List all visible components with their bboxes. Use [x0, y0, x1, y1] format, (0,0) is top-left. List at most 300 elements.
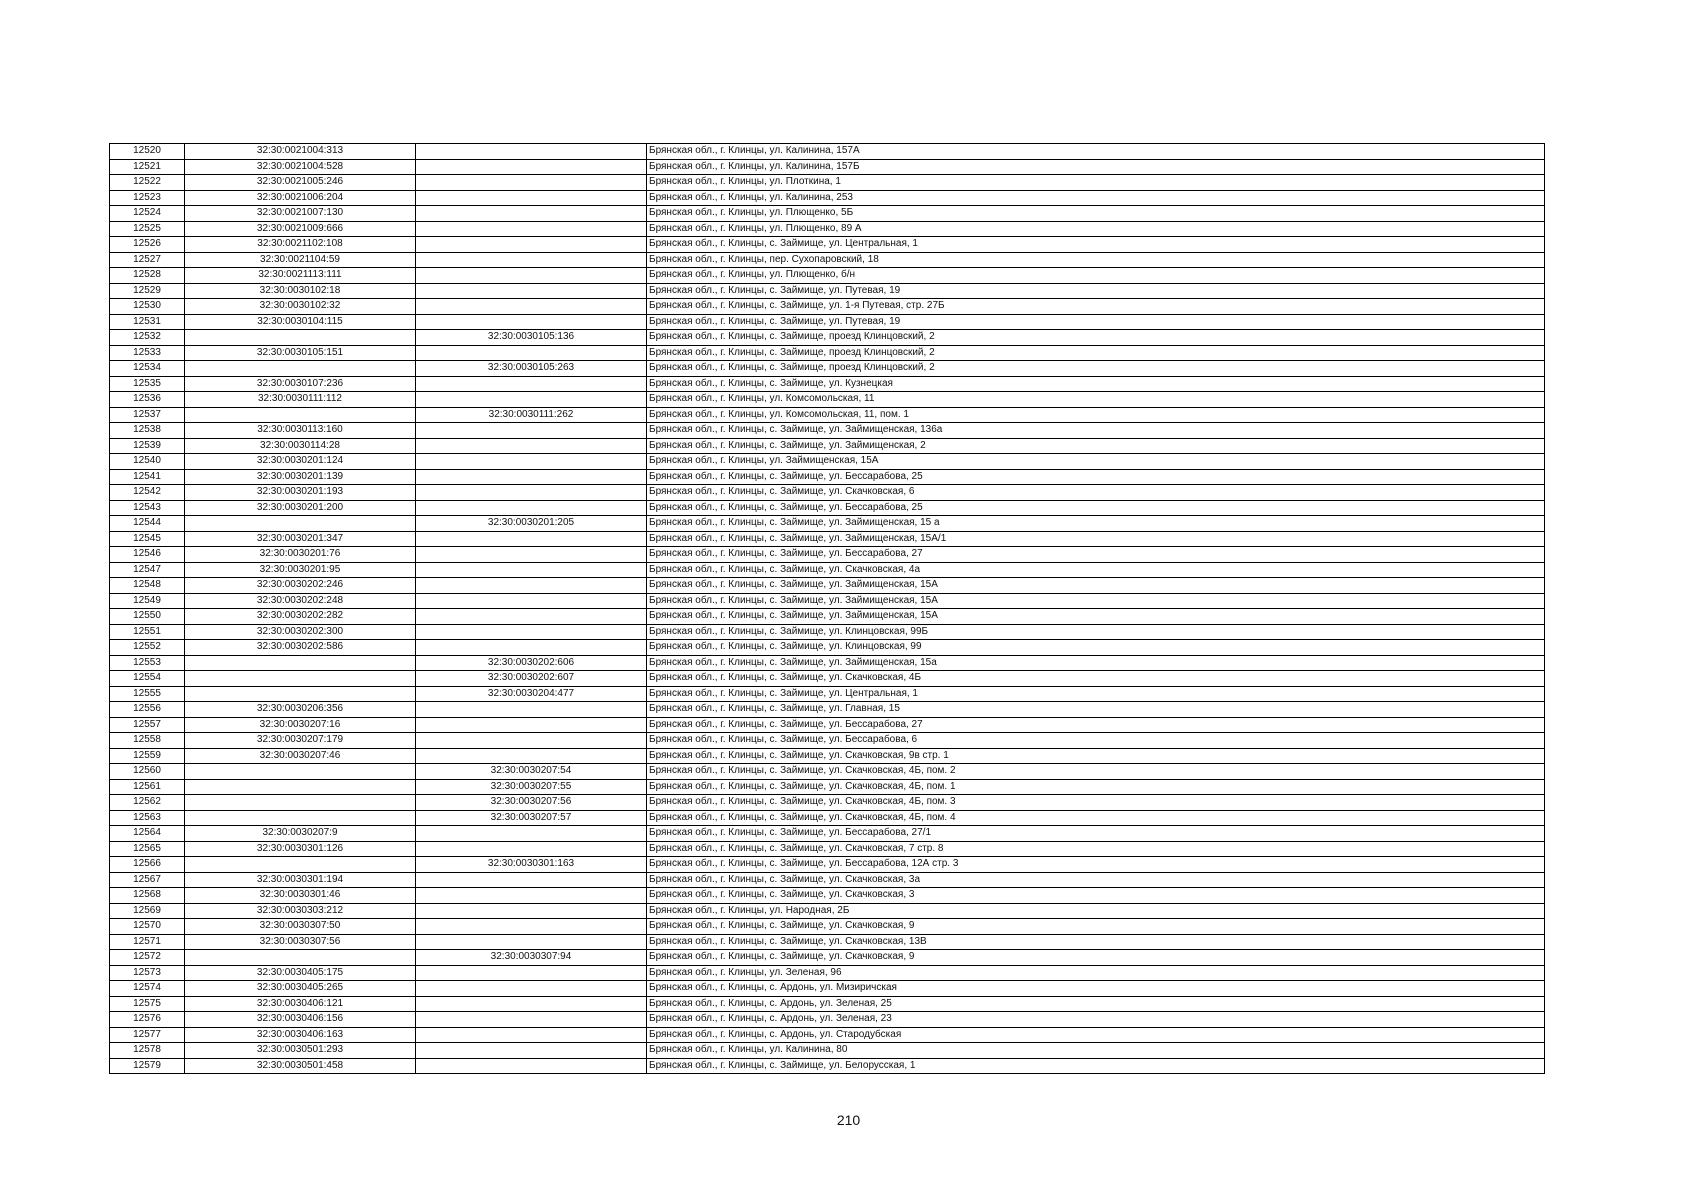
- secondary-cadastral-number-cell: [416, 531, 647, 547]
- row-number-cell: 12579: [110, 1058, 185, 1074]
- secondary-cadastral-number-cell: [416, 919, 647, 935]
- cadastral-number-cell: 32:30:0030207:179: [185, 733, 416, 749]
- secondary-cadastral-number-cell: [416, 609, 647, 625]
- cadastral-number-cell: 32:30:0021006:204: [185, 190, 416, 206]
- cadastral-number-cell: 32:30:0030207:16: [185, 717, 416, 733]
- table-row: [110, 237, 1545, 253]
- address-cell: Брянская обл., г. Клинцы, с. Займище, ул. Бессарабова, 27: [647, 547, 1545, 563]
- secondary-cadastral-number-cell: [416, 345, 647, 361]
- secondary-cadastral-number-cell: [416, 454, 647, 470]
- cadastral-number-cell: 32:30:0030301:194: [185, 872, 416, 888]
- secondary-cadastral-number-cell: 32:30:0030307:94: [416, 950, 647, 966]
- cadastral-number-cell: 32:30:0030113:160: [185, 423, 416, 439]
- secondary-cadastral-number-cell: [416, 159, 647, 175]
- secondary-cadastral-number-cell: [416, 423, 647, 439]
- row-number-cell: 12539: [110, 438, 185, 454]
- cadastral-number-cell: 32:30:0030405:265: [185, 981, 416, 997]
- table-row: [110, 500, 1545, 516]
- cadastral-number-cell: 32:30:0030406:163: [185, 1027, 416, 1043]
- cadastral-number-cell: [185, 779, 416, 795]
- address-cell: Брянская обл., г. Клинцы, с. Займище, ул. Скачковская, 4а: [647, 562, 1545, 578]
- secondary-cadastral-number-cell: [416, 578, 647, 594]
- address-cell: Брянская обл., г. Клинцы, с. Займище, ул. Бессарабова, 12А стр. 3: [647, 857, 1545, 873]
- table-row: [110, 764, 1545, 780]
- table-row: [110, 252, 1545, 268]
- row-number-cell: 12555: [110, 686, 185, 702]
- row-number-cell: 12567: [110, 872, 185, 888]
- address-cell: Брянская обл., г. Клинцы, ул. Калинина, 80: [647, 1043, 1545, 1059]
- address-cell: Брянская обл., г. Клинцы, с. Займище, ул. Клинцовская, 99Б: [647, 624, 1545, 640]
- secondary-cadastral-number-cell: [416, 624, 647, 640]
- secondary-cadastral-number-cell: [416, 888, 647, 904]
- row-number-cell: 12537: [110, 407, 185, 423]
- cadastral-number-cell: 32:30:0030206:356: [185, 702, 416, 718]
- table-row: [110, 965, 1545, 981]
- table-row: [110, 857, 1545, 873]
- table-row: [110, 159, 1545, 175]
- cadastral-number-cell: 32:30:0030201:76: [185, 547, 416, 563]
- secondary-cadastral-number-cell: 32:30:0030207:56: [416, 795, 647, 811]
- table-row: [110, 640, 1545, 656]
- address-cell: Брянская обл., г. Клинцы, ул. Народная, 2Б: [647, 903, 1545, 919]
- row-number-cell: 12576: [110, 1012, 185, 1028]
- secondary-cadastral-number-cell: 32:30:0030105:136: [416, 330, 647, 346]
- cadastral-number-cell: 32:30:0030107:236: [185, 376, 416, 392]
- address-cell: Брянская обл., г. Клинцы, ул. Калинина, 253: [647, 190, 1545, 206]
- table-row: [110, 1043, 1545, 1059]
- row-number-cell: 12545: [110, 531, 185, 547]
- row-number-cell: 12572: [110, 950, 185, 966]
- row-number-cell: 12534: [110, 361, 185, 377]
- row-number-cell: 12551: [110, 624, 185, 640]
- address-cell: Брянская обл., г. Клинцы, пер. Сухопаровский, 18: [647, 252, 1545, 268]
- table-row: [110, 190, 1545, 206]
- address-cell: Брянская обл., г. Клинцы, с. Займище, ул. Скачковская, 4Б: [647, 671, 1545, 687]
- address-cell: Брянская обл., г. Клинцы, с. Займище, ул. Скачковская, 13В: [647, 934, 1545, 950]
- address-cell: Брянская обл., г. Клинцы, с. Займище, ул. Бессарабова, 27: [647, 717, 1545, 733]
- row-number-cell: 12560: [110, 764, 185, 780]
- row-number-cell: 12529: [110, 283, 185, 299]
- address-cell: Брянская обл., г. Клинцы, с. Займище, ул. Бессарабова, 25: [647, 500, 1545, 516]
- cadastral-number-cell: 32:30:0021007:130: [185, 206, 416, 222]
- secondary-cadastral-number-cell: [416, 221, 647, 237]
- cadastral-number-cell: 32:30:0030501:293: [185, 1043, 416, 1059]
- row-number-cell: 12532: [110, 330, 185, 346]
- cadastral-number-cell: 32:30:0030201:95: [185, 562, 416, 578]
- cadastral-number-cell: 32:30:0030201:139: [185, 469, 416, 485]
- secondary-cadastral-number-cell: [416, 268, 647, 284]
- address-cell: Брянская обл., г. Клинцы, с. Займище, ул. Займищенская, 15а: [647, 655, 1545, 671]
- secondary-cadastral-number-cell: [416, 841, 647, 857]
- row-number-cell: 12536: [110, 392, 185, 408]
- address-cell: Брянская обл., г. Клинцы, с. Займище, ул. Займищенская, 15 а: [647, 516, 1545, 532]
- address-cell: Брянская обл., г. Клинцы, с. Займище, ул. Центральная, 1: [647, 686, 1545, 702]
- registry-table-body: [110, 144, 1545, 1074]
- row-number-cell: 12526: [110, 237, 185, 253]
- table-row: [110, 919, 1545, 935]
- row-number-cell: 12563: [110, 810, 185, 826]
- address-cell: Брянская обл., г. Клинцы, с. Займище, ул. Кузнецкая: [647, 376, 1545, 392]
- secondary-cadastral-number-cell: 32:30:0030207:57: [416, 810, 647, 826]
- address-cell: Брянская обл., г. Клинцы, ул. Комсомольская, 11, пом. 1: [647, 407, 1545, 423]
- cadastral-number-cell: 32:30:0030202:246: [185, 578, 416, 594]
- row-number-cell: 12573: [110, 965, 185, 981]
- table-row: [110, 578, 1545, 594]
- cadastral-number-cell: [185, 655, 416, 671]
- row-number-cell: 12562: [110, 795, 185, 811]
- secondary-cadastral-number-cell: [416, 206, 647, 222]
- cadastral-number-cell: 32:30:0030307:50: [185, 919, 416, 935]
- table-row: [110, 283, 1545, 299]
- table-row: [110, 872, 1545, 888]
- table-row: [110, 516, 1545, 532]
- table-row: [110, 1027, 1545, 1043]
- table-row: [110, 330, 1545, 346]
- table-row: [110, 175, 1545, 191]
- address-cell: Брянская обл., г. Клинцы, с. Займище, ул. Займищенская, 15А: [647, 593, 1545, 609]
- row-number-cell: 12556: [110, 702, 185, 718]
- secondary-cadastral-number-cell: [416, 826, 647, 842]
- table-row: [110, 361, 1545, 377]
- row-number-cell: 12549: [110, 593, 185, 609]
- row-number-cell: 12527: [110, 252, 185, 268]
- row-number-cell: 12577: [110, 1027, 185, 1043]
- table-row: [110, 144, 1545, 160]
- cadastral-number-cell: [185, 810, 416, 826]
- row-number-cell: 12521: [110, 159, 185, 175]
- row-number-cell: 12540: [110, 454, 185, 470]
- row-number-cell: 12538: [110, 423, 185, 439]
- cadastral-number-cell: 32:30:0030301:126: [185, 841, 416, 857]
- row-number-cell: 12552: [110, 640, 185, 656]
- cadastral-number-cell: 32:30:0030104:115: [185, 314, 416, 330]
- address-cell: Брянская обл., г. Клинцы, ул. Займищенская, 15А: [647, 454, 1545, 470]
- row-number-cell: 12570: [110, 919, 185, 935]
- secondary-cadastral-number-cell: 32:30:0030105:263: [416, 361, 647, 377]
- cadastral-number-cell: 32:30:0030114:28: [185, 438, 416, 454]
- table-row: [110, 206, 1545, 222]
- address-cell: Брянская обл., г. Клинцы, ул. Плющенко, 89 А: [647, 221, 1545, 237]
- table-row: [110, 779, 1545, 795]
- cadastral-number-cell: 32:30:0030111:112: [185, 392, 416, 408]
- cadastral-number-cell: [185, 330, 416, 346]
- table-row: [110, 655, 1545, 671]
- secondary-cadastral-number-cell: [416, 733, 647, 749]
- cadastral-number-cell: 32:30:0030201:124: [185, 454, 416, 470]
- cadastral-number-cell: [185, 686, 416, 702]
- row-number-cell: 12558: [110, 733, 185, 749]
- address-cell: Брянская обл., г. Клинцы, с. Займище, ул. Займищенская, 15А: [647, 609, 1545, 625]
- cadastral-number-cell: 32:30:0030405:175: [185, 965, 416, 981]
- secondary-cadastral-number-cell: 32:30:0030207:54: [416, 764, 647, 780]
- address-cell: Брянская обл., г. Клинцы, с. Займище, ул. Скачковская, 4Б, пом. 1: [647, 779, 1545, 795]
- secondary-cadastral-number-cell: [416, 717, 647, 733]
- row-number-cell: 12571: [110, 934, 185, 950]
- secondary-cadastral-number-cell: [416, 996, 647, 1012]
- secondary-cadastral-number-cell: [416, 314, 647, 330]
- table-row: [110, 469, 1545, 485]
- cadastral-number-cell: [185, 361, 416, 377]
- cadastral-number-cell: 32:30:0030202:248: [185, 593, 416, 609]
- cadastral-number-cell: 32:30:0030207:46: [185, 748, 416, 764]
- address-cell: Брянская обл., г. Клинцы, с. Займище, ул. Скачковская, 9: [647, 950, 1545, 966]
- table-row: [110, 996, 1545, 1012]
- secondary-cadastral-number-cell: [416, 485, 647, 501]
- address-cell: Брянская обл., г. Клинцы, с. Ардонь, ул. Мизиричская: [647, 981, 1545, 997]
- cadastral-number-cell: 32:30:0030202:300: [185, 624, 416, 640]
- table-row: [110, 562, 1545, 578]
- row-number-cell: 12535: [110, 376, 185, 392]
- secondary-cadastral-number-cell: [416, 376, 647, 392]
- secondary-cadastral-number-cell: [416, 702, 647, 718]
- address-cell: Брянская обл., г. Клинцы, с. Займище, ул. Клинцовская, 99: [647, 640, 1545, 656]
- row-number-cell: 12530: [110, 299, 185, 315]
- cadastral-number-cell: 32:30:0030307:56: [185, 934, 416, 950]
- address-cell: Брянская обл., г. Клинцы, с. Займище, ул. Путевая, 19: [647, 314, 1545, 330]
- address-cell: Брянская обл., г. Клинцы, с. Займище, ул. Скачковская, 9в стр. 1: [647, 748, 1545, 764]
- row-number-cell: 12542: [110, 485, 185, 501]
- row-number-cell: 12546: [110, 547, 185, 563]
- address-cell: Брянская обл., г. Клинцы, ул. Калинина, 157А: [647, 144, 1545, 160]
- table-row: [110, 1012, 1545, 1028]
- secondary-cadastral-number-cell: [416, 1058, 647, 1074]
- row-number-cell: 12561: [110, 779, 185, 795]
- row-number-cell: 12569: [110, 903, 185, 919]
- secondary-cadastral-number-cell: [416, 1027, 647, 1043]
- table-row: [110, 407, 1545, 423]
- secondary-cadastral-number-cell: [416, 547, 647, 563]
- secondary-cadastral-number-cell: [416, 469, 647, 485]
- address-cell: Брянская обл., г. Клинцы, с. Займище, ул. Займищенская, 15А: [647, 578, 1545, 594]
- address-cell: Брянская обл., г. Клинцы, ул. Плоткина, 1: [647, 175, 1545, 191]
- secondary-cadastral-number-cell: [416, 934, 647, 950]
- row-number-cell: 12559: [110, 748, 185, 764]
- cadastral-number-cell: [185, 516, 416, 532]
- row-number-cell: 12531: [110, 314, 185, 330]
- table-row: [110, 686, 1545, 702]
- address-cell: Брянская обл., г. Клинцы, с. Займище, ул. Скачковская, 4Б, пом. 4: [647, 810, 1545, 826]
- table-row: [110, 702, 1545, 718]
- secondary-cadastral-number-cell: [416, 640, 647, 656]
- table-row: [110, 903, 1545, 919]
- cadastral-number-cell: 32:30:0021102:108: [185, 237, 416, 253]
- page-number: 210: [836, 1112, 861, 1128]
- secondary-cadastral-number-cell: [416, 283, 647, 299]
- secondary-cadastral-number-cell: [416, 299, 647, 315]
- address-cell: Брянская обл., г. Клинцы, с. Займище, ул. Бессарабова, 25: [647, 469, 1545, 485]
- address-cell: Брянская обл., г. Клинцы, с. Займище, ул. Белорусская, 1: [647, 1058, 1545, 1074]
- address-cell: Брянская обл., г. Клинцы, с. Ардонь, ул. Зеленая, 25: [647, 996, 1545, 1012]
- registry-table: [109, 143, 1545, 1074]
- cadastral-number-cell: 32:30:0030201:347: [185, 531, 416, 547]
- table-row: [110, 392, 1545, 408]
- table-row: [110, 609, 1545, 625]
- table-row: [110, 314, 1545, 330]
- cadastral-number-cell: 32:30:0030301:46: [185, 888, 416, 904]
- row-number-cell: 12541: [110, 469, 185, 485]
- secondary-cadastral-number-cell: [416, 500, 647, 516]
- address-cell: Брянская обл., г. Клинцы, ул. Плющенко, 5Б: [647, 206, 1545, 222]
- cadastral-number-cell: 32:30:0030102:18: [185, 283, 416, 299]
- secondary-cadastral-number-cell: [416, 1012, 647, 1028]
- table-row: [110, 826, 1545, 842]
- secondary-cadastral-number-cell: 32:30:0030301:163: [416, 857, 647, 873]
- table-row: [110, 934, 1545, 950]
- cadastral-number-cell: 32:30:0030201:200: [185, 500, 416, 516]
- secondary-cadastral-number-cell: [416, 252, 647, 268]
- secondary-cadastral-number-cell: [416, 190, 647, 206]
- address-cell: Брянская обл., г. Клинцы, с. Займище, ул. Скачковская, 3: [647, 888, 1545, 904]
- row-number-cell: 12524: [110, 206, 185, 222]
- secondary-cadastral-number-cell: [416, 872, 647, 888]
- address-cell: Брянская обл., г. Клинцы, с. Ардонь, ул. Стародубская: [647, 1027, 1545, 1043]
- address-cell: Брянская обл., г. Клинцы, с. Ардонь, ул. Зеленая, 23: [647, 1012, 1545, 1028]
- cadastral-number-cell: 32:30:0021004:528: [185, 159, 416, 175]
- address-cell: Брянская обл., г. Клинцы, с. Займище, ул. Бессарабова, 27/1: [647, 826, 1545, 842]
- address-cell: Брянская обл., г. Клинцы, с. Займище, проезд Клинцовский, 2: [647, 361, 1545, 377]
- table-row: [110, 950, 1545, 966]
- table-row: [110, 733, 1545, 749]
- cadastral-number-cell: 32:30:0021009:666: [185, 221, 416, 237]
- address-cell: Брянская обл., г. Клинцы, с. Займище, ул. Займищенская, 15А/1: [647, 531, 1545, 547]
- row-number-cell: 12522: [110, 175, 185, 191]
- cadastral-number-cell: 32:30:0030105:151: [185, 345, 416, 361]
- row-number-cell: 12533: [110, 345, 185, 361]
- secondary-cadastral-number-cell: [416, 903, 647, 919]
- cadastral-number-cell: [185, 857, 416, 873]
- address-cell: Брянская обл., г. Клинцы, с. Займище, ул. Центральная, 1: [647, 237, 1545, 253]
- secondary-cadastral-number-cell: [416, 593, 647, 609]
- row-number-cell: 12547: [110, 562, 185, 578]
- row-number-cell: 12557: [110, 717, 185, 733]
- secondary-cadastral-number-cell: 32:30:0030202:607: [416, 671, 647, 687]
- address-cell: Брянская обл., г. Клинцы, с. Займище, ул. Скачковская, 4Б, пом. 3: [647, 795, 1545, 811]
- cadastral-number-cell: [185, 950, 416, 966]
- table-row: [110, 547, 1545, 563]
- table-row: [110, 423, 1545, 439]
- secondary-cadastral-number-cell: [416, 748, 647, 764]
- address-cell: Брянская обл., г. Клинцы, с. Займище, проезд Клинцовский, 2: [647, 330, 1545, 346]
- row-number-cell: 12553: [110, 655, 185, 671]
- cadastral-number-cell: 32:30:0030501:458: [185, 1058, 416, 1074]
- cadastral-number-cell: 32:30:0021104:59: [185, 252, 416, 268]
- address-cell: Брянская обл., г. Клинцы, ул. Плющенко, б/н: [647, 268, 1545, 284]
- cadastral-number-cell: 32:30:0030102:32: [185, 299, 416, 315]
- table-row: [110, 485, 1545, 501]
- secondary-cadastral-number-cell: [416, 562, 647, 578]
- cadastral-number-cell: [185, 407, 416, 423]
- secondary-cadastral-number-cell: [416, 175, 647, 191]
- table-row: [110, 221, 1545, 237]
- secondary-cadastral-number-cell: 32:30:0030111:262: [416, 407, 647, 423]
- address-cell: Брянская обл., г. Клинцы, с. Займище, ул. Главная, 15: [647, 702, 1545, 718]
- secondary-cadastral-number-cell: [416, 965, 647, 981]
- address-cell: Брянская обл., г. Клинцы, с. Займище, ул. 1-я Путевая, стр. 27Б: [647, 299, 1545, 315]
- table-row: [110, 841, 1545, 857]
- row-number-cell: 12566: [110, 857, 185, 873]
- table-row: [110, 981, 1545, 997]
- table-row: [110, 748, 1545, 764]
- secondary-cadastral-number-cell: 32:30:0030202:606: [416, 655, 647, 671]
- cadastral-number-cell: [185, 671, 416, 687]
- row-number-cell: 12544: [110, 516, 185, 532]
- table-row: [110, 345, 1545, 361]
- table-row: [110, 299, 1545, 315]
- table-row: [110, 671, 1545, 687]
- address-cell: Брянская обл., г. Клинцы, с. Займище, ул. Путевая, 19: [647, 283, 1545, 299]
- address-cell: Брянская обл., г. Клинцы, с. Займище, ул. Займищенская, 2: [647, 438, 1545, 454]
- address-cell: Брянская обл., г. Клинцы, с. Займище, проезд Клинцовский, 2: [647, 345, 1545, 361]
- cadastral-number-cell: 32:30:0030201:193: [185, 485, 416, 501]
- table-row: [110, 376, 1545, 392]
- secondary-cadastral-number-cell: [416, 392, 647, 408]
- row-number-cell: 12565: [110, 841, 185, 857]
- row-number-cell: 12543: [110, 500, 185, 516]
- cadastral-number-cell: 32:30:0021005:246: [185, 175, 416, 191]
- address-cell: Брянская обл., г. Клинцы, с. Займище, ул. Скачковская, 7 стр. 8: [647, 841, 1545, 857]
- table-row: [110, 1058, 1545, 1074]
- address-cell: Брянская обл., г. Клинцы, ул. Зеленая, 96: [647, 965, 1545, 981]
- address-cell: Брянская обл., г. Клинцы, ул. Калинина, 157Б: [647, 159, 1545, 175]
- table-row: [110, 810, 1545, 826]
- table-row: [110, 454, 1545, 470]
- cadastral-number-cell: 32:30:0030202:282: [185, 609, 416, 625]
- address-cell: Брянская обл., г. Клинцы, с. Займище, ул. Скачковская, 4Б, пом. 2: [647, 764, 1545, 780]
- row-number-cell: 12520: [110, 144, 185, 160]
- cadastral-number-cell: 32:30:0030303:212: [185, 903, 416, 919]
- cadastral-number-cell: 32:30:0021004:313: [185, 144, 416, 160]
- cadastral-number-cell: [185, 795, 416, 811]
- table-row: [110, 593, 1545, 609]
- row-number-cell: 12548: [110, 578, 185, 594]
- table-row: [110, 795, 1545, 811]
- secondary-cadastral-number-cell: [416, 144, 647, 160]
- secondary-cadastral-number-cell: [416, 438, 647, 454]
- table-row: [110, 531, 1545, 547]
- cadastral-number-cell: 32:30:0030406:156: [185, 1012, 416, 1028]
- secondary-cadastral-number-cell: [416, 1043, 647, 1059]
- secondary-cadastral-number-cell: 32:30:0030201:205: [416, 516, 647, 532]
- address-cell: Брянская обл., г. Клинцы, с. Займище, ул. Скачковская, 6: [647, 485, 1545, 501]
- row-number-cell: 12554: [110, 671, 185, 687]
- cadastral-number-cell: 32:30:0030406:121: [185, 996, 416, 1012]
- table-row: [110, 438, 1545, 454]
- cadastral-number-cell: 32:30:0030202:586: [185, 640, 416, 656]
- table-row: [110, 717, 1545, 733]
- address-cell: Брянская обл., г. Клинцы, с. Займище, ул. Скачковская, 3а: [647, 872, 1545, 888]
- address-cell: Брянская обл., г. Клинцы, с. Займище, ул. Бессарабова, 6: [647, 733, 1545, 749]
- row-number-cell: 12550: [110, 609, 185, 625]
- row-number-cell: 12568: [110, 888, 185, 904]
- table-row: [110, 268, 1545, 284]
- secondary-cadastral-number-cell: [416, 237, 647, 253]
- row-number-cell: 12564: [110, 826, 185, 842]
- secondary-cadastral-number-cell: 32:30:0030207:55: [416, 779, 647, 795]
- cadastral-number-cell: 32:30:0021113:111: [185, 268, 416, 284]
- secondary-cadastral-number-cell: [416, 981, 647, 997]
- row-number-cell: 12574: [110, 981, 185, 997]
- address-cell: Брянская обл., г. Клинцы, ул. Комсомольская, 11: [647, 392, 1545, 408]
- table-row: [110, 888, 1545, 904]
- address-cell: Брянская обл., г. Клинцы, с. Займище, ул. Займищенская, 136а: [647, 423, 1545, 439]
- secondary-cadastral-number-cell: 32:30:0030204:477: [416, 686, 647, 702]
- row-number-cell: 12528: [110, 268, 185, 284]
- row-number-cell: 12575: [110, 996, 185, 1012]
- row-number-cell: 12578: [110, 1043, 185, 1059]
- address-cell: Брянская обл., г. Клинцы, с. Займище, ул. Скачковская, 9: [647, 919, 1545, 935]
- row-number-cell: 12525: [110, 221, 185, 237]
- row-number-cell: 12523: [110, 190, 185, 206]
